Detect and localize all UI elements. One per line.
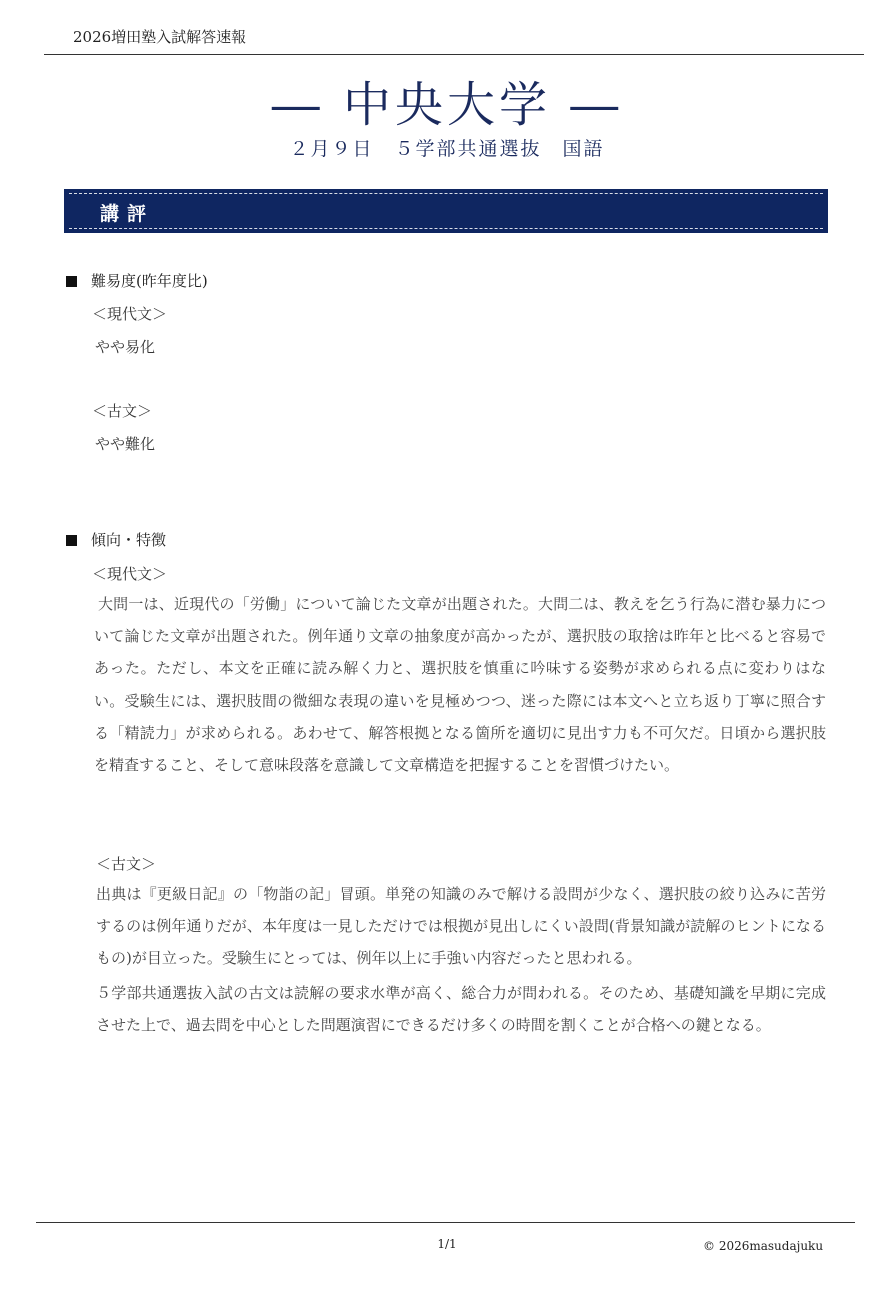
section-banner	[64, 189, 828, 233]
page-number: 1/1	[437, 1237, 457, 1251]
difficulty-modern-value: やや易化	[95, 338, 156, 356]
difficulty-heading-text: 難易度(昨年度比)	[91, 272, 208, 290]
difficulty-modern-label: ＜現代文＞	[92, 305, 168, 323]
difficulty-classic-label: ＜古文＞	[92, 402, 153, 420]
trends-classic-label: ＜古文＞	[96, 855, 157, 873]
trends-classic-text-1: 出典は『更級日記』の「物詣の記」冒頭。単発の知識のみで解ける設問が少なく、選択肢の絞り込みに苦労するのは例年通りだが、本年度は一見しただけでは根拠が見出しにくい設問(背景知識が読解のヒントになるもの)が目立った。受験生にとっては、例年以上に手強い内容だったと思われる。	[96, 885, 826, 968]
trends-heading-text: 傾向・特徴	[91, 531, 167, 549]
header-title: 2026増田塾入試解答速報	[73, 28, 247, 46]
footer-divider	[36, 1222, 855, 1223]
banner-label: 講評	[100, 203, 155, 225]
page-title: ― 中央大学 ―	[271, 77, 623, 133]
difficulty-classic-value: やや難化	[95, 435, 156, 453]
square-bullet-icon	[66, 276, 77, 287]
header-divider	[44, 54, 864, 55]
difficulty-heading	[66, 270, 208, 291]
copyright: © 2026masudajuku	[703, 1239, 824, 1253]
exam-subtitle: ２月９日 ５学部共通選抜 国語	[289, 138, 605, 160]
trends-modern-label: ＜現代文＞	[92, 565, 168, 583]
square-bullet-icon	[66, 535, 77, 546]
trends-heading	[66, 529, 166, 550]
trends-classic-text-2: ５学部共通選抜入試の古文は読解の要求水準が高く、総合力が問われる。そのため、基礎知識を早期に完成させた上で、過去問を中心とした問題演習にできるだけ多くの時間を割くことが合格への鍵となる。	[96, 984, 826, 1035]
trends-modern-text: 大問一は、近現代の「労働」について論じた文章が出題された。大問二は、教えを乞う行為に潜む暴力について論じた文章が出題された。例年通り文章の抽象度が高かったが、選択肢の取捨は昨年と比べると容易であった。ただし、本文を正確に読み解く力と、選択肢を慎重に吟味する姿勢が求められる点に変わりはない。受験生には、選択肢間の微細な表現の違いを見極めつつ、迷った際には本文へと立ち返り丁寧に照合する「精読力」が求められる。あわせて、解答根拠となる箇所を適切に見出す力も不可欠だ。日頃から選択肢を精査すること、そして意味段落を意識して文章構造を把握することを習慣づけたい。	[94, 595, 826, 775]
